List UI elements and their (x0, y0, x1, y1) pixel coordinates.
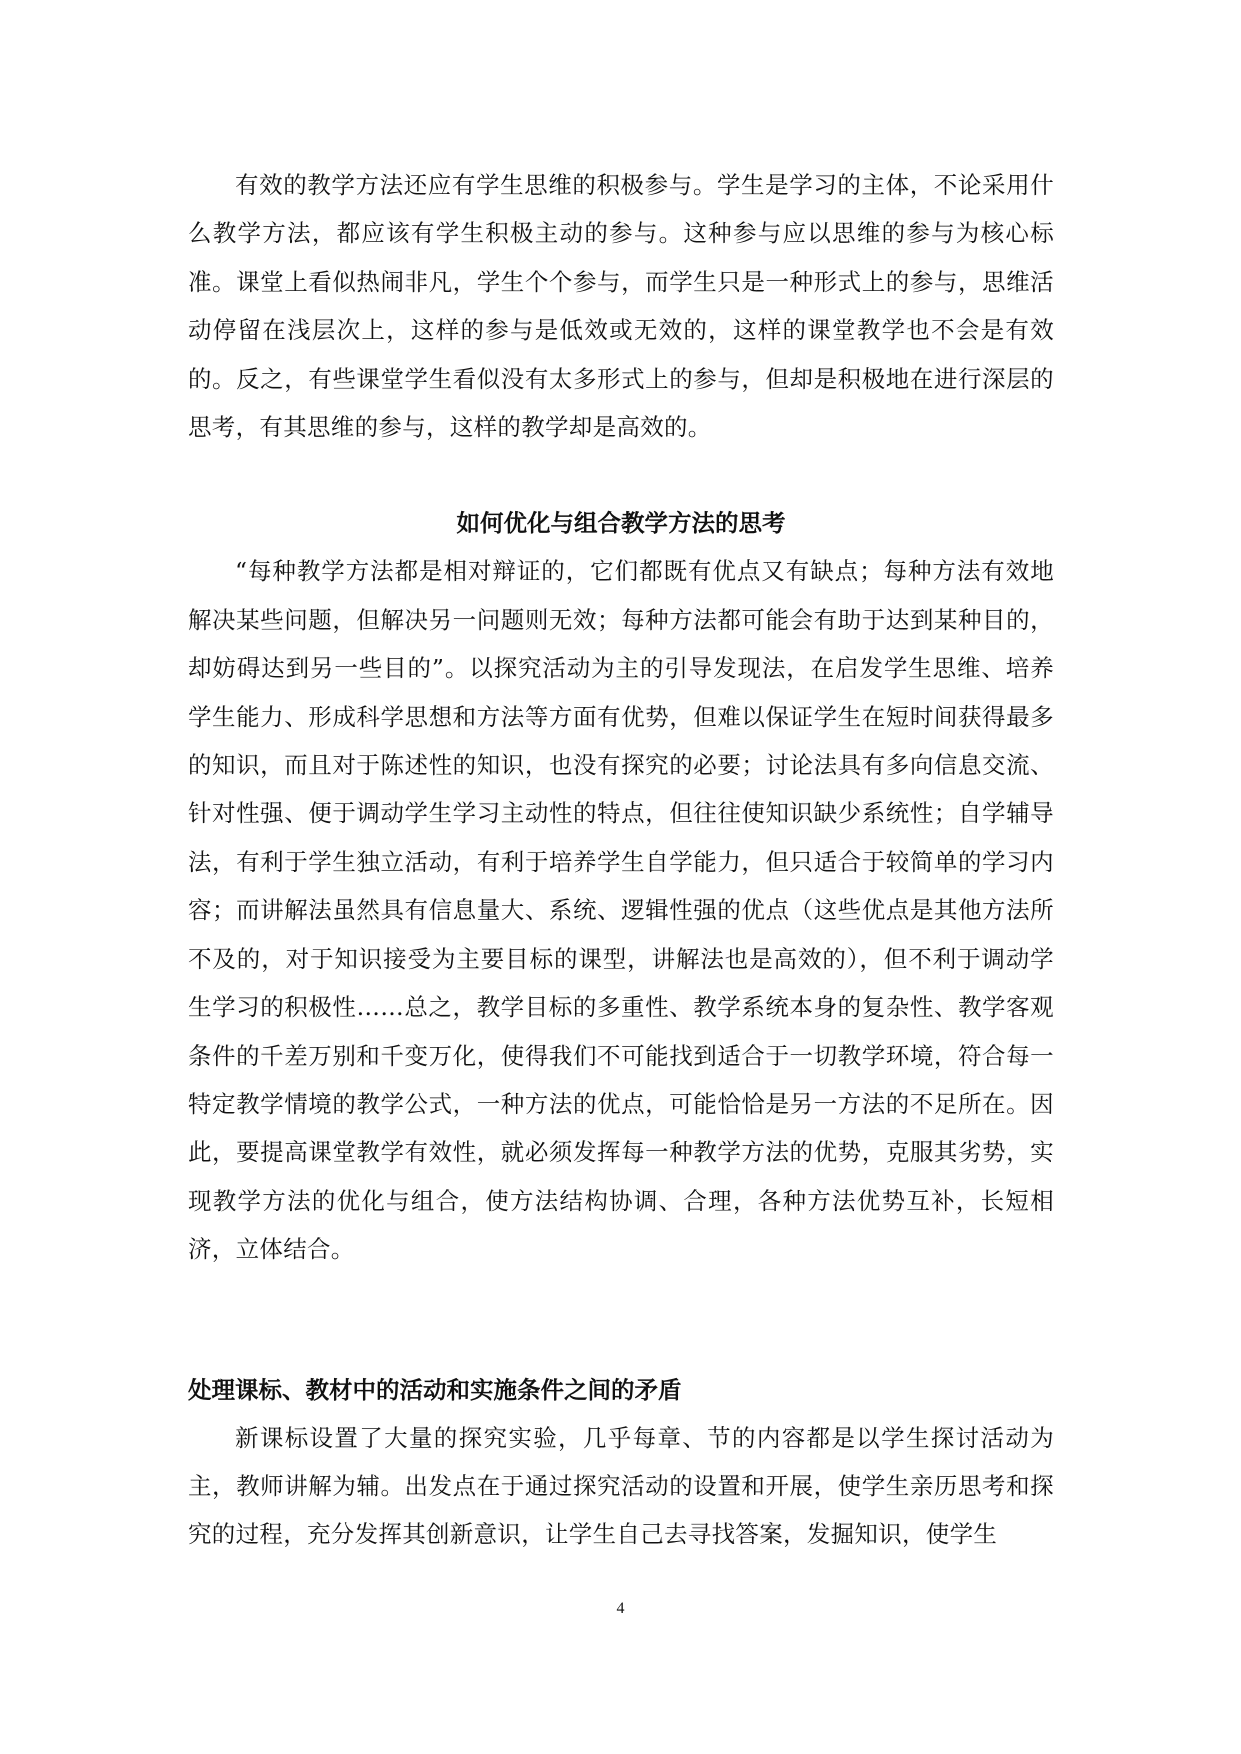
page-number: 4 (616, 1600, 625, 1617)
paragraph-new-curriculum: 新课标设置了大量的探究实验，几乎每章、节的内容都是以学生探讨活动为主，教师讲解为辅。出发点在于通过探究活动的设置和开展，使学生亲历思考和探究的过程，充分发挥其创新意识，让学生自己去寻找答案，发掘知识，使学生 (188, 1423, 1054, 1549)
section-heading-optimize-methods: 如何优化与组合教学方法的思考 (456, 509, 786, 538)
section-heading-curriculum-conflict: 处理课标、教材中的活动和实施条件之间的矛盾 (188, 1375, 682, 1404)
page-body (188, 150, 1054, 1559)
paragraph-thinking-participation: 有效的教学方法还应有学生思维的积极参与。学生是学习的主体，不论采用什么教学方法，都应该有学生积极主动的参与。这种参与应以思维的参与为核心标准。课堂上看似热闹非凡，学生个个参与，而学生只是一种形式上的参与，思维活动停留在浅层次上，这样的参与是低效或无效的，这样的课堂教学也不会是有效的。反之，有些课堂学生看似没有太多形式上的参与，但却是积极地在进行深层的思考，有其思维的参与，这样的教学却是高效的。 (188, 171, 1054, 442)
paragraph-method-comparison: “每种教学方法都是相对辩证的，它们都既有优点又有缺点；每种方法有效地解决某些问题，但解决另一问题则无效；每种方法都可能会有助于达到某种目的，却妨碍达到另一些目的”。以探究活动为主的引导发现法，在启发学生思维、培养学生能力、形成科学思想和方法等方面有优势，但难以保证学生在短时间获得最多的知识，而且对于陈述性的知识，也没有探究的必要；讨论法具有多向信息交流、针对性强、便于调动学生学习主动性的特点，但往往使知识缺少系统性；自学辅导法，有利于学生独立活动，有利于培养学生自学能力，但只适合于较简单的学习内容；而讲解法虽然具有信息量大、系统、逻辑性强的优点（这些优点是其他方法所不及的，对于知识接受为主要目标的课型，讲解法也是高效的），但不利于调动学生学习的积极性……总之，教学目标的多重性、教学系统本身的复杂性、教学客观条件的千差万别和千变万化，使得我们不可能找到适合于一切教学环境，符合每一特定教学情境的教学公式，一种方法的优点，可能恰恰是另一方法的不足所在。因此，要提高课堂教学有效性，就必须发挥每一种教学方法的优势，克服其劣势，实现教学方法的优化与组合，使方法结构协调、合理，各种方法优势互补，长短相济，立体结合。 (188, 557, 1054, 1264)
